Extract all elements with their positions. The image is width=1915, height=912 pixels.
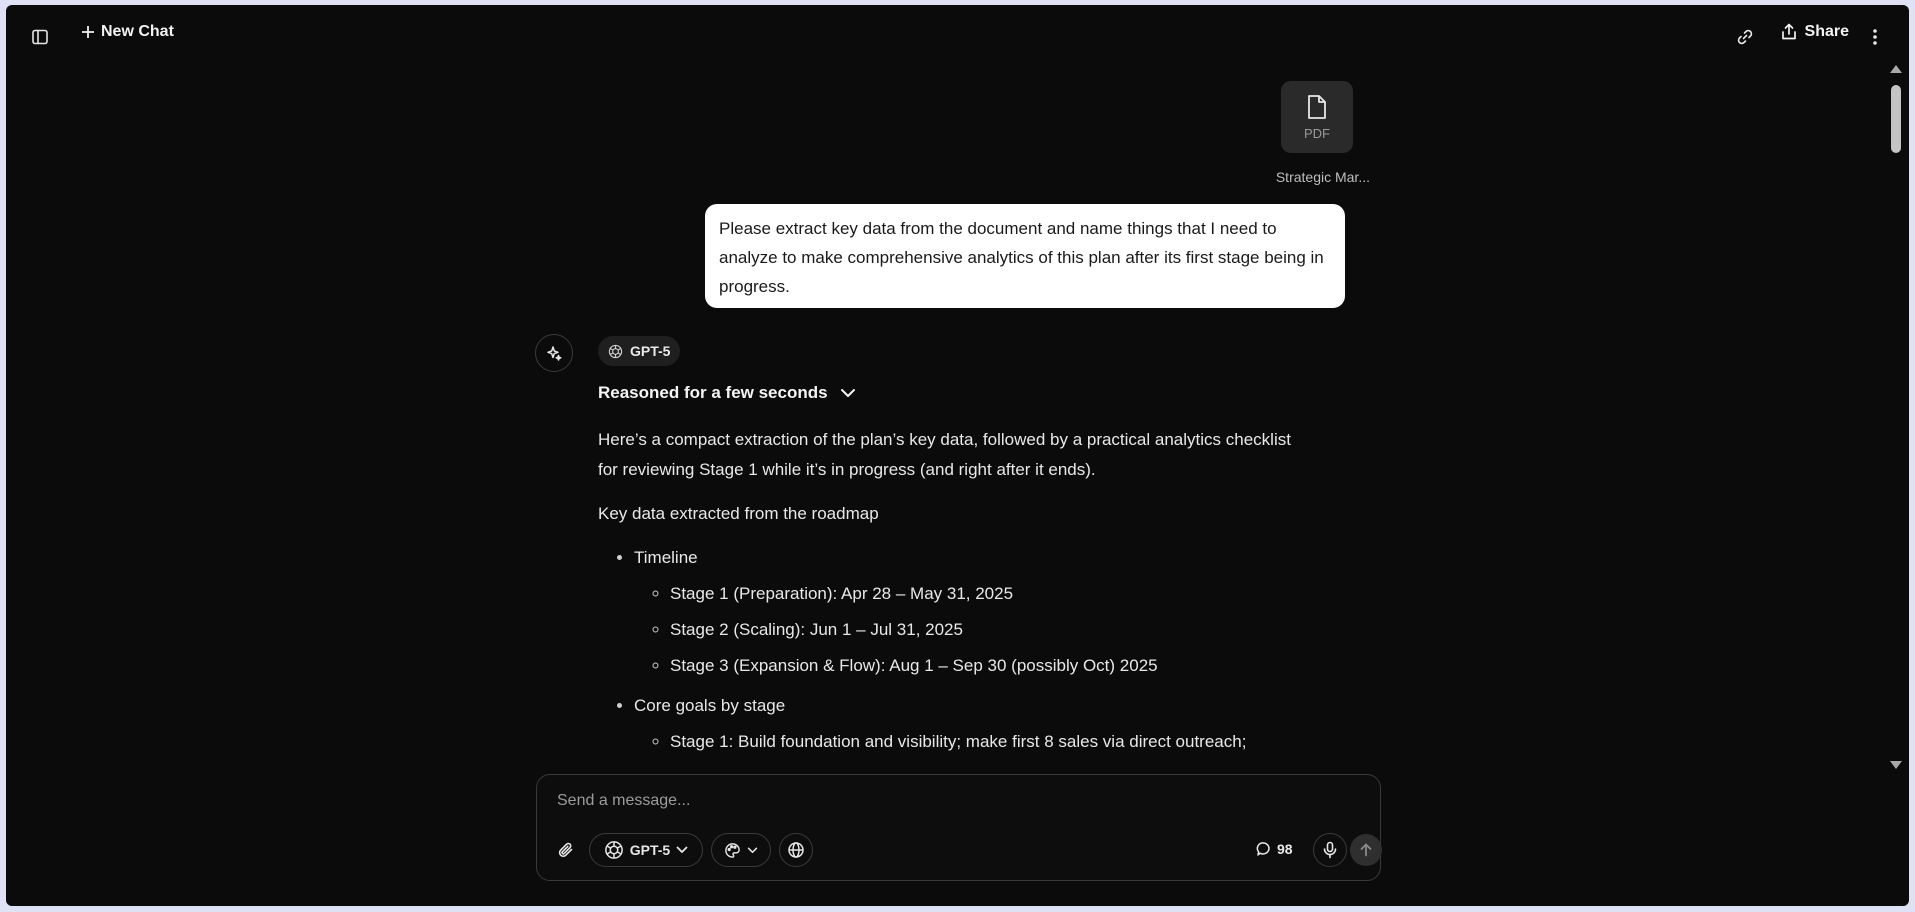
list-item-goals (634, 691, 1298, 757)
chevron-down-icon (840, 388, 856, 398)
file-icon (1306, 94, 1328, 120)
chat-bubble-icon (1256, 841, 1272, 857)
list-item: ◦ Stage 1 (Preparation): Apr 28 – May 31, 2025 (670, 579, 1298, 609)
scroll-down-arrow[interactable] (1890, 761, 1902, 769)
vertical-dots-icon (1872, 28, 1878, 46)
goals-sublist (634, 727, 1298, 757)
openai-logo-icon (608, 344, 623, 359)
chevron-down-icon (676, 846, 688, 854)
attachment-file-name: Strategic Mar... (1275, 169, 1370, 185)
new-chat-label: New Chat (101, 23, 174, 40)
send-button[interactable] (1350, 834, 1382, 866)
assistant-answer (598, 425, 1298, 763)
model-badge-label: GPT-5 (630, 343, 671, 359)
more-options-button[interactable] (1861, 23, 1889, 51)
list-item: ◦ Stage 1: Build foundation and visibility; make first 8 sales via direct outreach; (670, 727, 1298, 757)
sparkle-icon (545, 344, 563, 362)
web-search-button[interactable] (779, 833, 813, 867)
scrollbar[interactable] (1889, 61, 1903, 773)
style-selector[interactable] (711, 833, 771, 867)
user-message: Please extract key data from the document and name things that I need to analyze to make comprehensive analytics of this plan after its first stage being in progress. (705, 204, 1345, 308)
openai-logo-icon (604, 840, 624, 860)
share-button[interactable] (1781, 23, 1849, 41)
message-input[interactable] (555, 791, 1339, 811)
microphone-icon (1322, 841, 1338, 859)
scroll-thumb[interactable] (1891, 85, 1901, 153)
list-item-timeline (634, 543, 1298, 681)
timeline-sublist (634, 579, 1298, 681)
chat-transcript[interactable] (6, 61, 1885, 773)
plus-icon (81, 25, 95, 39)
model-badge (598, 336, 680, 366)
attach-button[interactable] (549, 833, 583, 867)
share-icon (1781, 23, 1797, 41)
globe-icon (787, 841, 805, 859)
voice-input-button[interactable] (1313, 833, 1347, 867)
reasoning-label: Reasoned for a few seconds (598, 383, 828, 402)
top-bar (6, 5, 1909, 61)
chevron-down-icon (747, 847, 758, 854)
list-item: ◦ Stage 3 (Expansion & Flow): Aug 1 – Sep 30 (possibly Oct) 2025 (670, 651, 1298, 681)
answer-intro: Here’s a compact extraction of the plan’s key data, followed by a practical analytics checklist for reviewing Stage 1 while it’s in progress (and right after it ends). (598, 430, 1291, 479)
timeline-label: Timeline (634, 548, 698, 567)
list-item: ◦ Stage 2 (Scaling): Jun 1 – Jul 31, 2025 (670, 615, 1298, 645)
palette-icon (724, 842, 741, 859)
paperclip-icon (557, 841, 575, 859)
share-label: Share (1804, 23, 1849, 40)
new-chat-button[interactable] (81, 23, 174, 41)
message-counter (1256, 841, 1293, 857)
scroll-up-arrow[interactable] (1890, 65, 1902, 73)
link-button[interactable] (1731, 23, 1759, 51)
arrow-up-icon (1360, 843, 1372, 857)
pdf-attachment[interactable] (1281, 81, 1353, 153)
message-count: 98 (1277, 841, 1293, 857)
message-composer (536, 774, 1381, 881)
reasoning-toggle[interactable] (598, 383, 856, 403)
sidebar-toggle-button[interactable] (26, 23, 54, 51)
answer-list (598, 543, 1298, 757)
assistant-avatar (535, 334, 573, 372)
app-window (6, 5, 1909, 906)
answer-section-heading: Key data extracted from the roadmap (598, 504, 879, 523)
model-selector[interactable] (589, 833, 703, 867)
attachment-type: PDF (1304, 125, 1330, 141)
goals-label: Core goals by stage (634, 696, 786, 715)
model-selector-label: GPT-5 (629, 842, 671, 858)
sidebar-icon (31, 28, 49, 46)
link-icon (1736, 28, 1754, 46)
